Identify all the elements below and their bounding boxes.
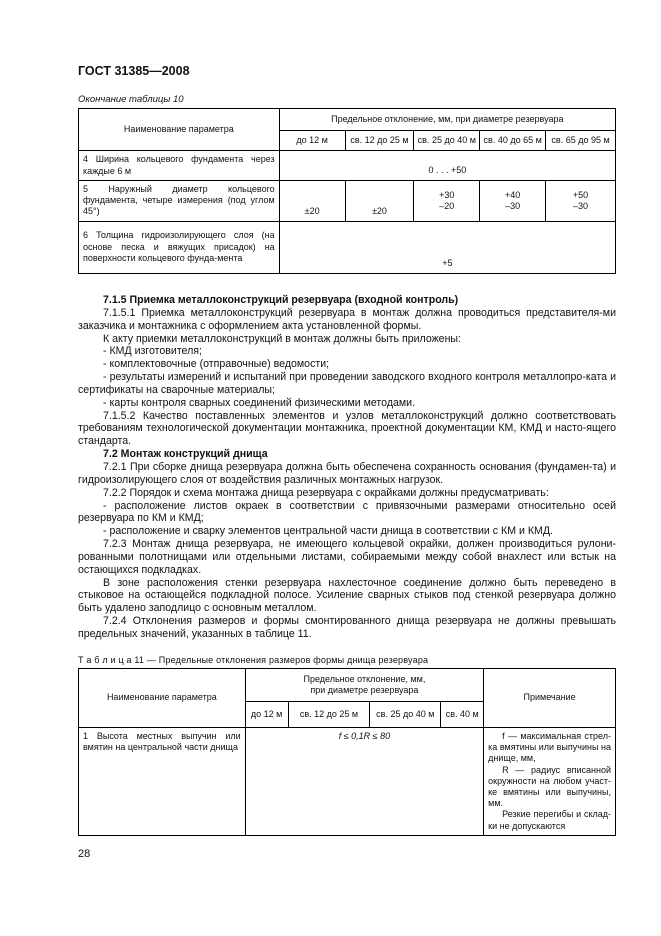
list-item: - карты контроля сварных соединений физическими методами. xyxy=(103,396,416,409)
table-10-col-header: св. 25 до 40 м xyxy=(414,131,480,151)
table-11-deviation-header xyxy=(245,669,483,702)
table-10-col-header: до 12 м xyxy=(279,131,345,151)
table-10-deviation-header: Предельное отклонение, мм, при диаметре резервуара xyxy=(279,109,615,131)
paragraph: 7.2.1 При сборке днища резервуара должна быть обеспечена сохранность основания (фундамен-та) и гидроизолирующего слоя от воздействия различных монтажных нагрузок. xyxy=(78,460,616,486)
paragraph: 7.1.5.2 Качество поставленных элементов и узлов металлоконструкций должно соответствовать требованиям технологической документации монтажника, проектной документации КМ, КМД и насто-ящего стандарта. xyxy=(78,409,616,448)
table-10-param-cell: 6 Толщина гидроизолирующего слоя (на основе песка и вяжущих присадок) на поверхности кольцевого фунда-мента xyxy=(79,221,280,273)
table-11-deviation-header-line: Предельное отклонение, мм, xyxy=(303,673,426,684)
note-line: R — радиус вписанной окружности на любом участ-ке вмятины или выпучины, мм. xyxy=(488,764,611,809)
table-10-param-cell: 5 Наружный диаметр кольцевого фундамента, четыре измерения (под углом 45°) xyxy=(79,181,280,222)
table-10-value-upper: +30 xyxy=(439,189,455,200)
table-10-caption: Окончание таблицы 10 xyxy=(78,94,184,105)
table-10-value-pair xyxy=(546,181,616,222)
table-11-col-header: св. 12 до 25 м xyxy=(288,702,370,728)
paragraph: 7.2.2 Порядок и схема монтажа днища резервуара с окрайками должны предусматривать: xyxy=(103,486,549,499)
table-11-col-header: св. 40 м xyxy=(441,702,484,728)
table-10-col-header: св. 65 до 95 м xyxy=(546,131,616,151)
table-10-value-lower: –20 xyxy=(439,200,455,211)
document-id-header: ГОСТ 31385—2008 xyxy=(78,64,190,78)
list-item: - комплектовочные (отправочные) ведомости; xyxy=(103,358,330,371)
table-10-value-lower: –30 xyxy=(573,200,589,211)
table-10-col-header: св. 40 до 65 м xyxy=(480,131,546,151)
paragraph: В зоне расположения стенки резервуара нахлесточное соединение должно быть переведено в стыковое на остающейся подкладной полосе. Усиление сварных стыков под стенкой резервуара должно быть удалено заподлицо с основным металлом. xyxy=(78,576,616,615)
list-item: - результаты измерений и испытаний при проведении заводского входного контроля металлопро-ката и сертификаты на сварочные материалы; xyxy=(78,371,616,396)
table-10-value-upper: +40 xyxy=(505,189,521,200)
table-11-note-header: Примечание xyxy=(484,669,616,728)
table-11-param-header: Наименование параметра xyxy=(79,669,246,728)
list-item: - КМД изготовителя; xyxy=(103,345,202,358)
table-11-caption: Т а б л и ц а 11 — Предельные отклонения размеров формы днища резервуара xyxy=(78,655,429,665)
table-10-param-cell: 4 Ширина кольцевого фундамента через каждые 6 м xyxy=(79,151,280,181)
paragraph: 7.1.5.1 Приемка металлоконструкций резервуара в монтаж должна проводиться представителя-ми заказчика и монтажника с оформлением акта установленной формы. xyxy=(78,306,616,332)
note-line: f — максимальная стрел-ка вмятины или выпучины на днище, мм, xyxy=(488,731,611,764)
list-item: - расположение листов окраек в соответствии с привязочными размерами относительно осей резервуара по КМ и КМД; xyxy=(78,499,616,525)
section-heading: 7.1.5 Приемка металлоконструкций резервуара (входной контроль) xyxy=(103,294,459,306)
note-line: Резкие перегибы и склад-ки не допускаются xyxy=(488,809,611,831)
paragraph: 7.2.3 Монтаж днища резервуара, не имеющего кольцевой окрайки, должен производиться рулони-рованными полотнищами или отдельными листами, собираемыми между собой внахлест или встык на остающихся подкладках. xyxy=(78,538,616,576)
table-11-param-cell: 1 Высота местных выпучин или вмятин на центральной части днища xyxy=(79,728,246,836)
table-row xyxy=(79,151,616,181)
paragraph: 7.2.4 Отклонения размеров и формы смонтированного днища резервуара не должны превышать предельных значений, указанных в таблице 11. xyxy=(78,615,616,640)
table-row xyxy=(79,221,616,273)
table-10-merged-value: 0 . . . +50 xyxy=(279,151,615,181)
table-row xyxy=(79,181,616,222)
table-11-col-header: до 12 м xyxy=(245,702,288,728)
table-11-formula: f ≤ 0,1R ≤ 80 xyxy=(245,728,483,836)
table-11-deviation-header-line: при диаметре резервуара xyxy=(310,685,419,695)
paragraph: К акту приемки металлоконструкций в монтаж должны быть приложены: xyxy=(103,332,461,345)
list-item: - расположение и сварку элементов центральной части днища в соответствии с КМ и КМД. xyxy=(103,525,553,538)
table-10-value: ±20 xyxy=(345,181,414,222)
section-heading: 7.2 Монтаж конструкций днища xyxy=(103,448,268,461)
body-text xyxy=(78,294,616,641)
table-10-param-header: Наименование параметра xyxy=(79,109,280,151)
table-11-col-header: св. 25 до 40 м xyxy=(370,702,441,728)
table-11-note-cell xyxy=(484,728,616,836)
table-10-col-header: св. 12 до 25 м xyxy=(345,131,414,151)
table-10-value: ±20 xyxy=(279,181,345,222)
table-10-value-pair xyxy=(480,181,546,222)
table-10-merged-value: +5 xyxy=(279,221,615,273)
table-10 xyxy=(78,108,616,274)
table-10-value-upper: +50 xyxy=(572,189,589,200)
table-10-value-lower: –30 xyxy=(505,200,521,211)
table-10-value-pair xyxy=(414,181,480,222)
table-11 xyxy=(78,668,616,836)
page-number: 28 xyxy=(78,848,91,860)
table-row xyxy=(79,728,616,836)
